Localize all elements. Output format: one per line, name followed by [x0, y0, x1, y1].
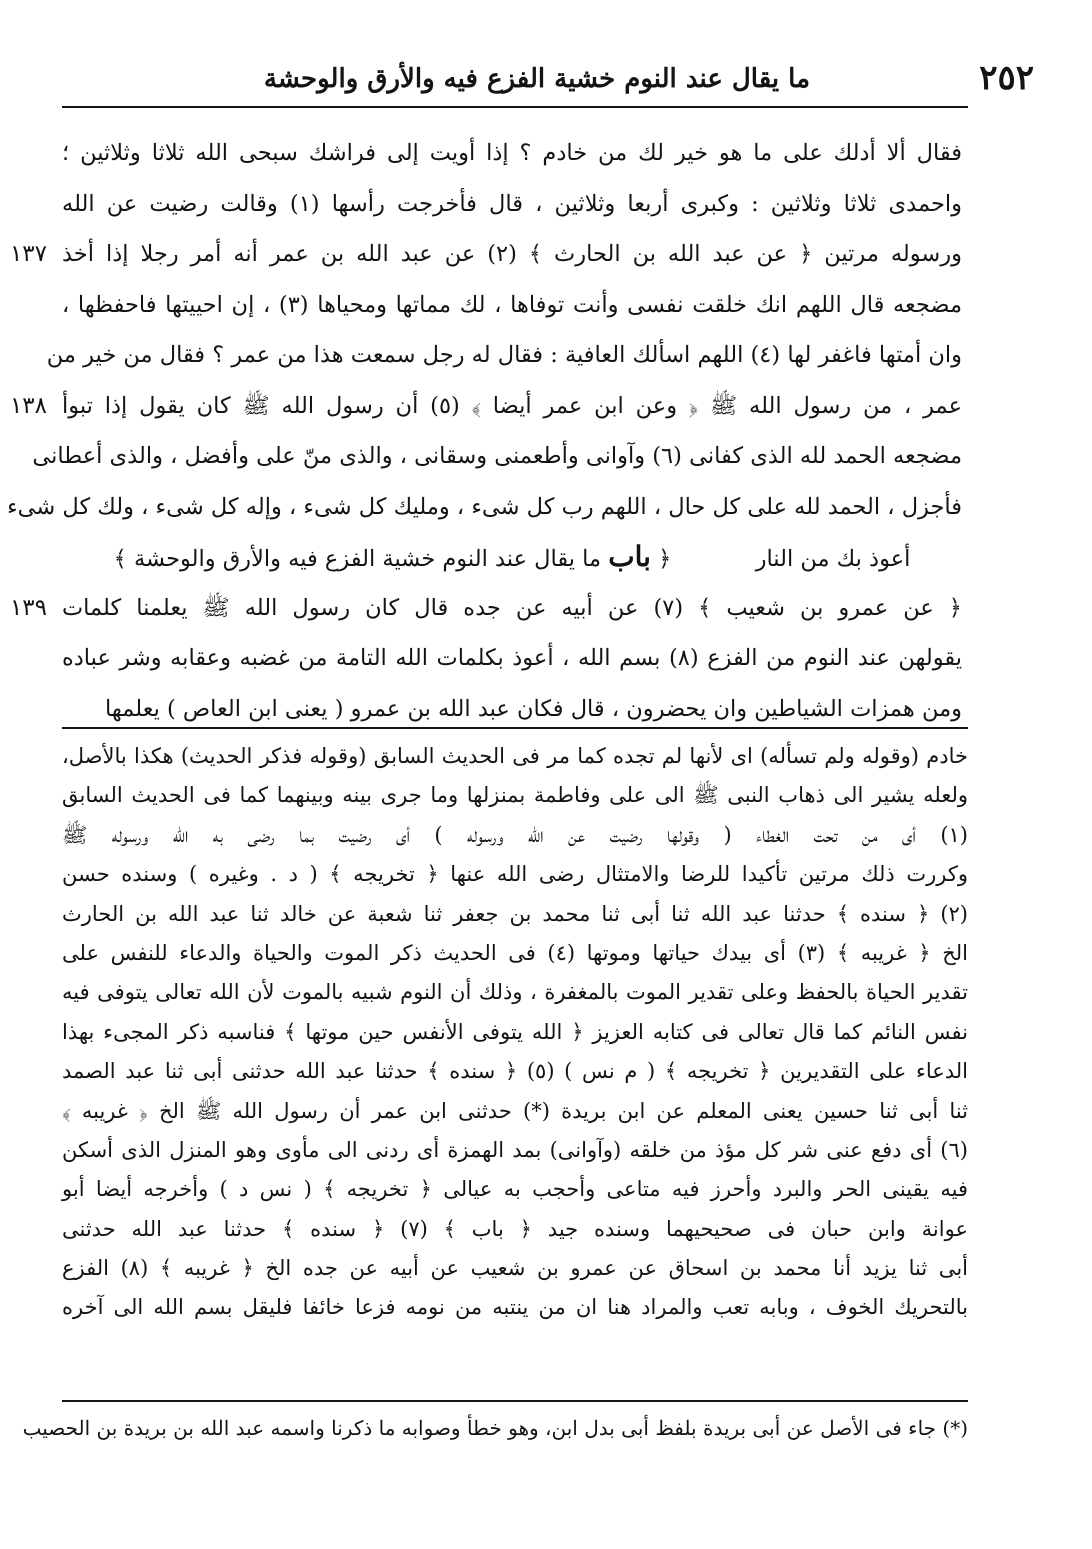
text-line: واحمدى ثلاثا وثلاثين : وكبرى أربعا وثلاثين ، قال فأخرجت رأسها (١) وقالت رضيت عن الله	[62, 190, 962, 217]
note-line: فيه يقينى الحر والبرد وأحرز فيه متاعى وأحجب به عيالى ﴿ تخريجه ﴾ ( نس د ) وأخرجه أيضا أبو	[62, 1177, 968, 1202]
note-line: تقدير الحياة بالحفظ وعلى تقدير الموت بالمغفرة ، وذلك أن النوم شبيه بالموت لأن الله تعالى يتوفى فيه	[62, 980, 968, 1005]
text-line	[9, 381, 962, 432]
footnote: (*) جاء فى الأصل عن أبى بريدة بلفظ أبى بدل ابن، وهو خطأ وصوابه ما ذكرنا واسمه عبد الله بن بريدة بن الحصيب	[22, 1416, 968, 1440]
hadith-number: ١٣٧	[9, 241, 47, 267]
text-line-content: عمر ، من رسول الله ﷺ ﴿ وعن ابن عمر أيضا ﴾ (٥) أن رسول الله ﷺ كان يقول إذا تبوأ	[62, 392, 962, 419]
running-title: ما يقال عند النوم خشية الفزع فيه والأرق والوحشة	[263, 64, 810, 94]
note-line: بالتحريك الخوف ، وبابه تعب والمراد هنا ان من ينتبه من نومه فزعا خائفا فليقل بسم الله الى آخره	[62, 1295, 968, 1320]
main-text	[7, 128, 963, 734]
note-line: خادم (وقوله ولم تسأله) اى لأنها لم تجده كما مر فى الحديث السابق (وقوله فذكر الحديث) هكذا بالأصل،	[62, 744, 968, 768]
chapter-heading-line	[62, 532, 962, 583]
note-line: أبى ثنا يزيد أنا محمد بن اسحاق عن عمرو بن شعيب عن أبيه عن جده الخ ﴿ غريبه ﴾ (٨) الفزع	[62, 1256, 968, 1281]
note-line: عوانة وابن حبان فى صحيحيهما وسنده جيد ﴿ باب ﴾ (٧) ﴿ سنده ﴾ حدثنا عبد الله حدثنى	[62, 1216, 968, 1241]
note-line: الخ ﴿ غريبه ﴾ (٣) أى بيدك حياتها وموتها (٤) فى الحديث ذكر الموت والحياة والدعاء للنفس على	[62, 940, 968, 965]
text-line: مضجعه قال اللهم انك خلقت نفسى وأنت توفاها ، لك مماتها ومحياها (٣) ، إن احييتها فاحفظها ،	[62, 291, 962, 318]
chapter-title: ما يقال عند النوم خشية الفزع فيه والأرق والوحشة	[133, 546, 602, 572]
hadith-number: ١٣٩	[9, 594, 47, 621]
text-line	[9, 583, 962, 634]
text-line-content: أعوذ بك من النار	[755, 546, 911, 572]
page-number: ٢٥٢	[979, 58, 1034, 98]
text-line: وان أمتها فاغفر لها (٤) اللهم اسألك العافية : فقال له رجل سمعت هذا من عمر ؟ فقال من خير من	[46, 342, 962, 368]
text-line: فقال ألا أدلك على ما هو خير لك من خادم ؟ إذا أويت إلى فراشك سبحى الله ثلاثا وثلاثين ؛	[62, 140, 962, 166]
bracket-close: ﴾	[113, 546, 127, 572]
bracket-open: ﴿	[658, 546, 672, 572]
bab-label: باب	[608, 540, 651, 573]
running-head	[58, 52, 1040, 102]
chapter-heading	[113, 540, 672, 573]
text-line: ومن همزات الشياطين وان يحضرون ، قال فكان عبد الله بن عمرو ( يعنى ابن العاص ) يعلمها	[105, 695, 962, 722]
note-line: نفس النائم كما قال تعالى فى كتابه العزيز ﴿ الله يتوفى الأنفس حين موتها ﴾ فناسبه ذكر المجىء بهذا	[62, 1019, 968, 1044]
note-line: وكررت ذلك مرتين تأكيدا للرضا والامتثال رضى الله عنها ﴿ تخريجه ﴾ ( د . وغيره ) وسنده حسن	[62, 862, 968, 887]
text-line: يقولهن عند النوم من الفزع (٨) بسم الله ، أعوذ بكلمات الله التامة من غضبه وعقابه وشر عباده	[62, 645, 963, 671]
commentary-notes	[62, 737, 968, 1328]
text-line: فأجزل ، الحمد لله على كل حال ، اللهم رب كل شىء ، ومليك كل شىء ، وإله كل شىء ، ولك كل شىء	[7, 493, 962, 520]
note-line: (٢) ﴿ سنده ﴾ حدثنا عبد الله ثنا أبى ثنا محمد بن جعفر ثنا شعبة عن خالد ثنا عبد الله بن الحارث	[62, 901, 968, 926]
note-line: ولعله يشير الى ذهاب النبى ﷺ الى على وفاطمة بمنزلها وما جرى بينه وبينهما كما فى الحديث السابق	[62, 783, 968, 808]
notes-rule	[62, 727, 968, 729]
hadith-number: ١٣٨	[9, 392, 47, 419]
footnote-rule	[62, 1400, 968, 1402]
text-line: مضجعه الحمد لله الذى كفانى (٦) وآوانى وأطعمنى وسقانى ، والذى منّ على وأفضل ، والذى أعطانى	[32, 443, 962, 469]
text-line-content: ورسوله مرتين ﴿ عن عبد الله بن الحارث ﴾ (٢) عن عبد الله بن عمر أنه أمر رجلا إذا أخذ	[62, 241, 962, 267]
note-line: (٦) أى دفع عنى شر كل مؤذ من خلقه (وآوانى) بمد الهمزة أى ردنى الى مأوى وهو المنزل الذى أسكن	[62, 1137, 968, 1162]
note-line: (١) أى من تحت الغطاء ( وقولها رضيت عن الله ورسوله ) أى رضيت بما رضى به الله ورسوله ﷺ	[62, 822, 968, 847]
note-line: الدعاء على التقديرين ﴿ تخريجه ﴾ ( م نس ) (٥) ﴿ سنده ﴾ حدثنا عبد الله حدثنى أبى ثنا عبد الصمد	[62, 1059, 969, 1084]
header-rule	[62, 106, 968, 108]
note-line: ثنا أبى ثنا حسين يعنى المعلم عن ابن بريدة (*) حدثنى ابن عمر أن رسول الله ﷺ الخ ﴿ غريبه ﴾	[62, 1098, 968, 1123]
text-line-content: ﴿ عن عمرو بن شعيب ﴾ (٧) عن أبيه عن جده قال كان رسول الله ﷺ يعلمنا كلمات	[62, 594, 962, 621]
text-line	[9, 229, 962, 280]
